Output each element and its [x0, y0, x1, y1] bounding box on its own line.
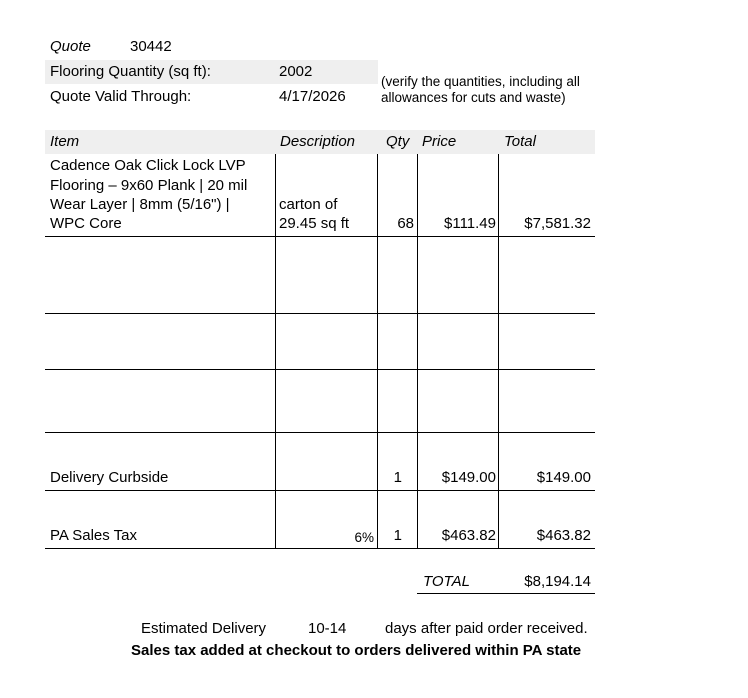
row-qty: 1 — [393, 469, 402, 486]
flooring-quantity-value: 2002 — [279, 63, 313, 80]
column-divider — [417, 154, 418, 548]
quote-label: Quote — [50, 38, 91, 55]
description-line: carton of — [279, 196, 338, 213]
item-line: Cadence Oak Click Lock LVP — [50, 157, 246, 174]
column-divider — [275, 154, 276, 548]
row-price: $149.00 — [441, 469, 496, 486]
total-label: TOTAL — [423, 573, 470, 590]
item-line: Wear Layer | 8mm (5/16") | — [50, 196, 230, 213]
grand-total: $8,194.14 — [524, 573, 591, 590]
item-line: Delivery Curbside — [50, 469, 169, 486]
header-item: Item — [50, 133, 80, 150]
row-total: $463.82 — [536, 527, 591, 544]
row-price: $111.49 — [444, 215, 496, 232]
row-divider — [45, 313, 595, 314]
row-divider — [45, 548, 595, 549]
estimated-delivery-days: 10-14 — [308, 620, 347, 637]
column-divider — [377, 154, 378, 548]
quote-number: 30442 — [130, 38, 172, 55]
row-total: $149.00 — [536, 469, 591, 486]
flooring-quantity-label: Flooring Quantity (sq ft): — [50, 63, 211, 80]
row-divider — [45, 490, 595, 491]
column-divider — [498, 154, 499, 548]
header-total: Total — [504, 133, 536, 150]
header-description: Description — [280, 133, 356, 150]
estimated-delivery-label: Estimated Delivery — [141, 620, 267, 637]
row-qty: 1 — [393, 527, 402, 544]
item-line: Flooring – 9x60 Plank | 20 mil — [50, 177, 248, 194]
row-divider — [45, 432, 595, 433]
verify-note-line-1: (verify the quantities, including all — [381, 74, 580, 89]
verify-note-line-2: allowances for cuts and waste) — [381, 90, 566, 105]
row-divider — [45, 236, 595, 237]
quote-valid-value: 4/17/2026 — [279, 88, 346, 105]
item-line: PA Sales Tax — [50, 527, 137, 544]
header-price: Price — [422, 133, 457, 150]
row-divider — [45, 369, 595, 370]
total-underline — [417, 593, 595, 594]
row-qty: 68 — [397, 215, 414, 232]
estimated-delivery-text: days after paid order received. — [385, 620, 588, 637]
item-line: WPC Core — [50, 215, 122, 232]
header-qty: Qty — [386, 133, 410, 150]
row-price: $463.82 — [441, 527, 496, 544]
quote-valid-label: Quote Valid Through: — [50, 88, 192, 105]
row-total: $7,581.32 — [524, 215, 591, 232]
description-line: 29.45 sq ft — [279, 215, 350, 232]
tax-rate: 6% — [354, 530, 374, 545]
sales-tax-note: Sales tax added at checkout to orders delivered within PA state — [131, 642, 582, 659]
